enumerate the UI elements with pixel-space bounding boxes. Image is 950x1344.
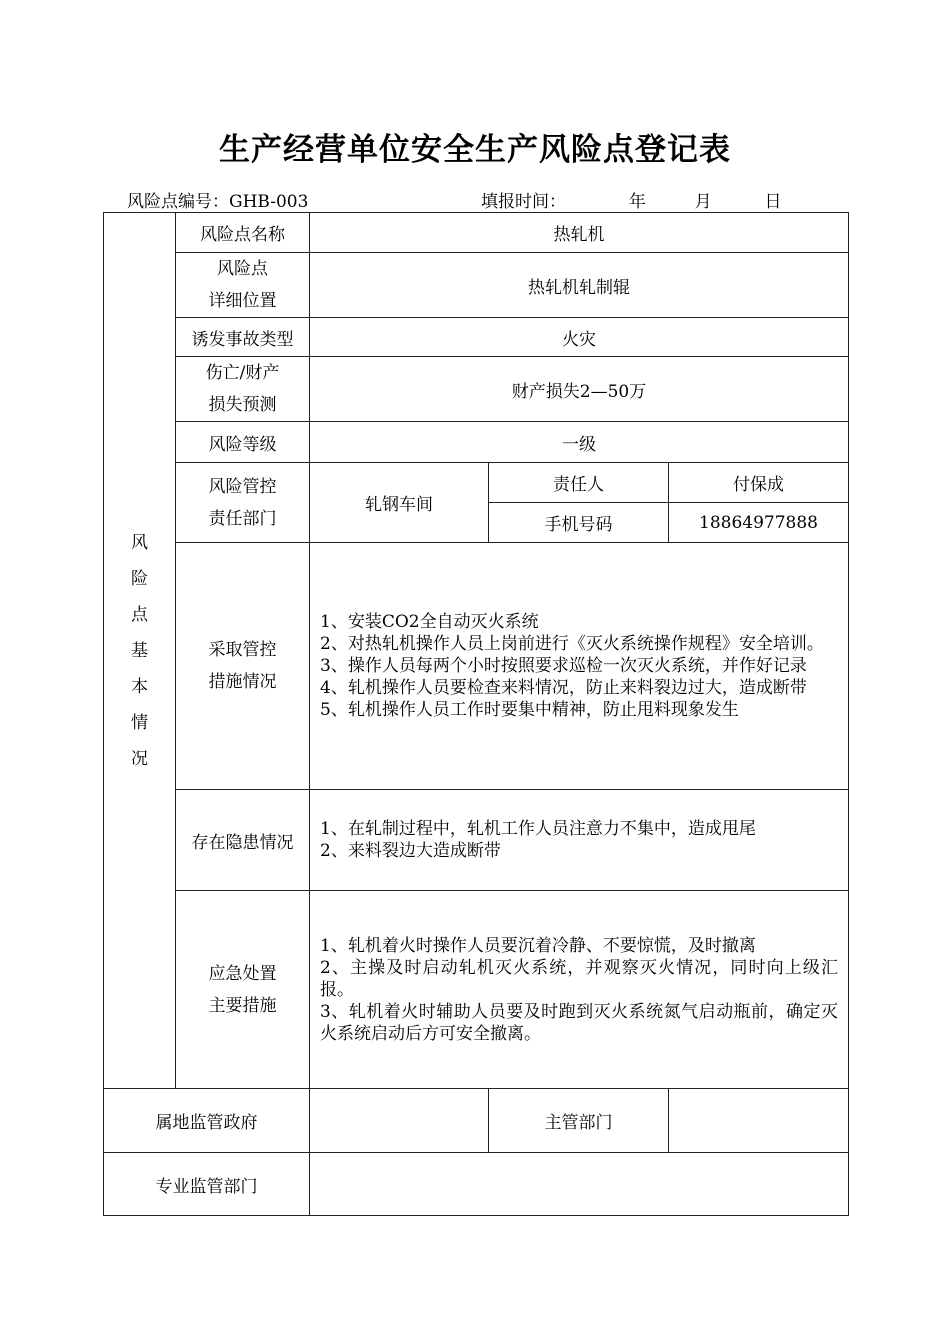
hazard-label: 存在隐患情况	[176, 790, 310, 891]
year-label: 年	[628, 192, 646, 212]
risk-code-value: GHB-003	[229, 192, 309, 212]
accident-type-value: 火灾	[310, 318, 849, 357]
responsible-dept-label: 风险管控 责任部门	[176, 463, 310, 543]
person-label: 责任人	[489, 463, 669, 503]
measures-list	[310, 543, 849, 790]
pro-dept-value	[310, 1153, 849, 1216]
gov-value	[310, 1089, 489, 1153]
measures-label: 采取管控 措施情况	[176, 543, 310, 790]
responsible-dept-value: 轧钢车间	[310, 463, 489, 543]
phone-label: 手机号码	[489, 503, 669, 543]
list-item: 1、安装CO2全自动灭火系统	[320, 612, 539, 632]
side-label: 风 险 点 基 本 情 况	[104, 213, 176, 1089]
risk-level-value: 一级	[310, 422, 849, 463]
pro-dept-label: 专业监管部门	[104, 1153, 310, 1216]
loss-label: 伤亡/财产 损失预测	[176, 357, 310, 422]
fill-date-label: 填报时间：	[481, 192, 566, 212]
risk-level-label: 风险等级	[176, 422, 310, 463]
day-label: 日	[764, 192, 782, 212]
list-item: 1、在轧制过程中，轧机工作人员注意力不集中，造成甩尾	[320, 819, 756, 839]
risk-registration-table	[103, 212, 849, 1216]
list-item: 4、轧机操作人员要检查来料情况，防止来料裂边过大，造成断带	[320, 678, 807, 698]
hazard-list	[310, 790, 849, 891]
page-title: 生产经营单位安全生产风险点登记表	[219, 132, 731, 168]
competent-dept-label: 主管部门	[489, 1089, 669, 1153]
list-item: 2、主操及时启动轧机灭火系统，并观察灭火情况，同时向上级汇报。	[320, 957, 839, 1000]
phone-value: 18864977888	[669, 503, 849, 543]
risk-name-value: 热轧机	[310, 213, 849, 253]
accident-type-label: 诱发事故类型	[176, 318, 310, 357]
month-label: 月	[694, 192, 712, 212]
emergency-label: 应急处置 主要措施	[176, 891, 310, 1089]
list-item: 2、来料裂边大造成断带	[320, 841, 501, 861]
risk-code	[127, 187, 308, 212]
emergency-list	[310, 891, 849, 1089]
list-item: 5、轧机操作人员工作时要集中精神，防止甩料现象发生	[320, 700, 739, 720]
competent-dept-value	[669, 1089, 849, 1153]
risk-name-label: 风险点名称	[176, 213, 310, 253]
list-item: 2、对热轧机操作人员上岗前进行《灭火系统操作规程》安全培训。	[320, 634, 824, 654]
person-value: 付保成	[669, 463, 849, 503]
list-item: 3、轧机着火时辅助人员要及时跑到灭火系统氮气启动瓶前，确定灭火系统启动后方可安全撤离。	[320, 1001, 839, 1044]
gov-label: 属地监管政府	[104, 1089, 310, 1153]
location-label: 风险点 详细位置	[176, 253, 310, 318]
list-item: 1、轧机着火时操作人员要沉着冷静、不要惊慌，及时撤离	[320, 935, 756, 956]
loss-value: 财产损失2—50万	[310, 357, 849, 422]
fill-date	[481, 187, 781, 212]
location-value: 热轧机轧制辊	[310, 253, 849, 318]
list-item: 3、操作人员每两个小时按照要求巡检一次灭火系统，并作好记录	[320, 656, 807, 676]
risk-code-label: 风险点编号：	[127, 192, 229, 212]
